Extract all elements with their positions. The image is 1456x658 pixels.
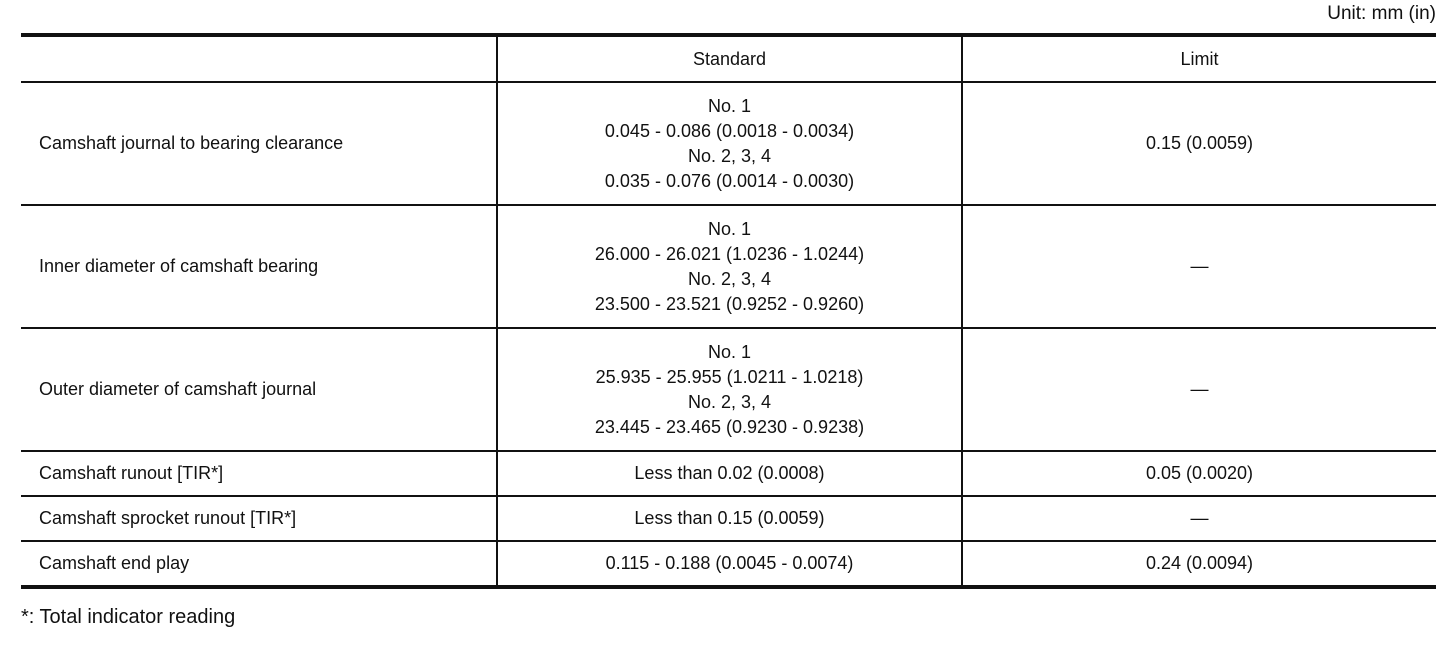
row-item: Camshaft end play — [21, 541, 497, 587]
standard-line: No. 2, 3, 4 — [687, 268, 772, 289]
standard-line: 25.935 - 25.955 (1.0211 - 1.0218) — [595, 366, 864, 387]
row-item: Outer diameter of camshaft journal — [21, 328, 497, 451]
table-row — [21, 205, 1436, 328]
unit-label: Unit: mm (in) — [1327, 3, 1436, 24]
standard-line: No. 2, 3, 4 — [687, 145, 772, 166]
table-header-row — [21, 35, 1436, 82]
standard-line: 0.045 - 0.086 (0.0018 - 0.0034) — [604, 120, 855, 141]
footnote: *: Total indicator reading — [21, 606, 236, 628]
row-standard — [497, 328, 962, 451]
row-limit: — — [962, 205, 1436, 328]
table-row — [21, 82, 1436, 205]
header-standard: Standard — [497, 35, 962, 82]
standard-line: No. 1 — [707, 95, 752, 116]
row-standard: Less than 0.15 (0.0059) — [497, 496, 962, 541]
row-limit: 0.05 (0.0020) — [962, 451, 1436, 496]
table-row — [21, 328, 1436, 451]
standard-line: No. 1 — [707, 218, 752, 239]
table-row — [21, 451, 1436, 496]
row-item: Camshaft sprocket runout [TIR*] — [21, 496, 497, 541]
row-standard — [497, 82, 962, 205]
row-standard: 0.115 - 0.188 (0.0045 - 0.0074) — [497, 541, 962, 587]
row-item: Camshaft journal to bearing clearance — [21, 82, 497, 205]
row-limit: — — [962, 328, 1436, 451]
standard-line: No. 2, 3, 4 — [687, 391, 772, 412]
standard-line: 23.500 - 23.521 (0.9252 - 0.9260) — [594, 293, 865, 314]
standard-line: No. 1 — [707, 341, 752, 362]
row-limit: 0.15 (0.0059) — [962, 82, 1436, 205]
row-standard — [497, 205, 962, 328]
standard-line: 26.000 - 26.021 (1.0236 - 1.0244) — [594, 243, 865, 264]
row-limit: 0.24 (0.0094) — [962, 541, 1436, 587]
standard-line: 0.035 - 0.076 (0.0014 - 0.0030) — [604, 170, 855, 191]
header-item — [21, 35, 497, 82]
row-standard: Less than 0.02 (0.0008) — [497, 451, 962, 496]
row-limit: — — [962, 496, 1436, 541]
table-row — [21, 541, 1436, 587]
row-item: Inner diameter of camshaft bearing — [21, 205, 497, 328]
table-row — [21, 496, 1436, 541]
row-item: Camshaft runout [TIR*] — [21, 451, 497, 496]
header-limit: Limit — [962, 35, 1436, 82]
standard-line: 23.445 - 23.465 (0.9230 - 0.9238) — [594, 416, 865, 437]
camshaft-spec-table — [21, 33, 1436, 589]
